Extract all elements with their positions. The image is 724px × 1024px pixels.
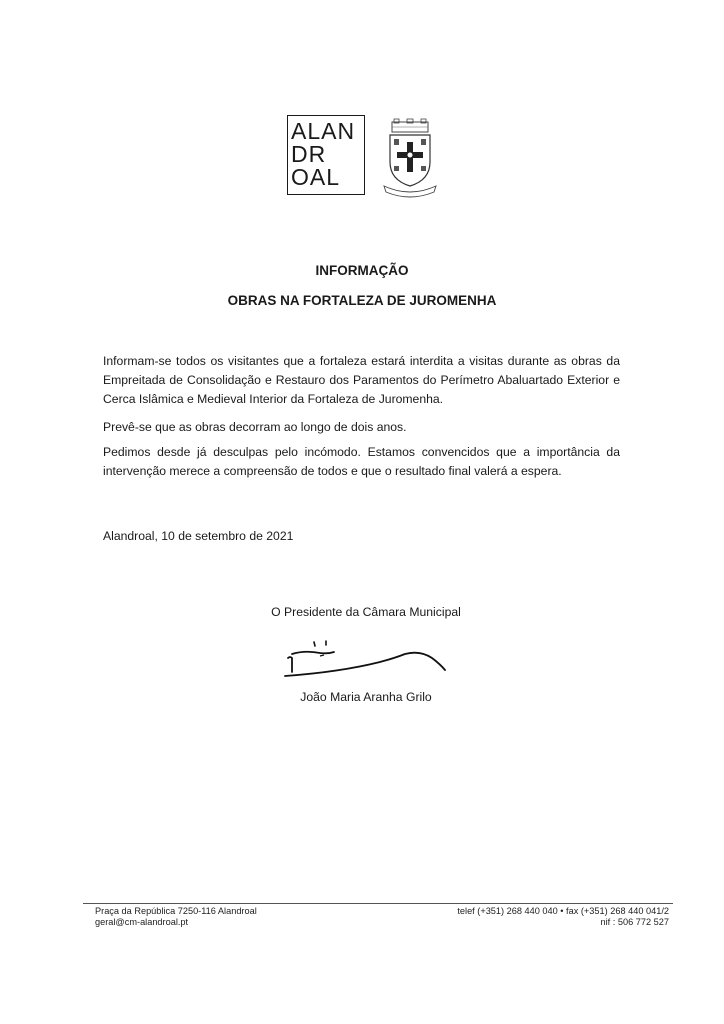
signature-icon	[280, 632, 450, 682]
document-subtitle: OBRAS NA FORTALEZA DE JUROMENHA	[227, 293, 497, 308]
document-title: INFORMAÇÃO	[315, 263, 409, 278]
signatory-name: João Maria Aranha Grilo	[300, 690, 432, 704]
footer-divider	[83, 903, 673, 904]
footer-contact-right	[457, 906, 669, 928]
footer-address: Praça da República 7250-116 Alandroal	[95, 906, 257, 916]
footer-phones: telef (+351) 268 440 040 • fax (+351) 268 440 041/2	[457, 906, 669, 916]
body-paragraph-2: Prevê-se que as obras decorram ao longo de dois anos.	[103, 420, 407, 434]
footer-email: geral@cm-alandroal.pt	[95, 917, 189, 927]
alandroal-logo	[287, 115, 365, 195]
date-line: Alandroal, 10 de setembro de 2021	[103, 529, 294, 543]
logo-line-2: DR	[291, 141, 327, 167]
footer-nif: nif : 506 772 527	[600, 917, 669, 927]
coat-of-arms-icon	[380, 118, 440, 198]
logo-line-3: OAL	[291, 164, 341, 190]
signatory-role: O Presidente da Câmara Municipal	[271, 605, 461, 619]
body-paragraph-1: Informam-se todos os visitantes que a fortaleza estará interdita a visitas durante as obras da Empreitada de Consolidação e Restauro dos Paramentos do Perímetro Abaluartado Exterior e Cerca Islâmica e Medieval Interior da Fortaleza de Juromenha.	[103, 354, 620, 406]
footer-contact-left	[95, 906, 257, 928]
body-paragraph-3: Pedimos desde já desculpas pelo incómodo. Estamos convencidos que a importância da intervenção merece a compreensão de todos e que o resultado final valerá a espera.	[103, 445, 620, 478]
logo-line-1: ALAN	[291, 118, 356, 144]
